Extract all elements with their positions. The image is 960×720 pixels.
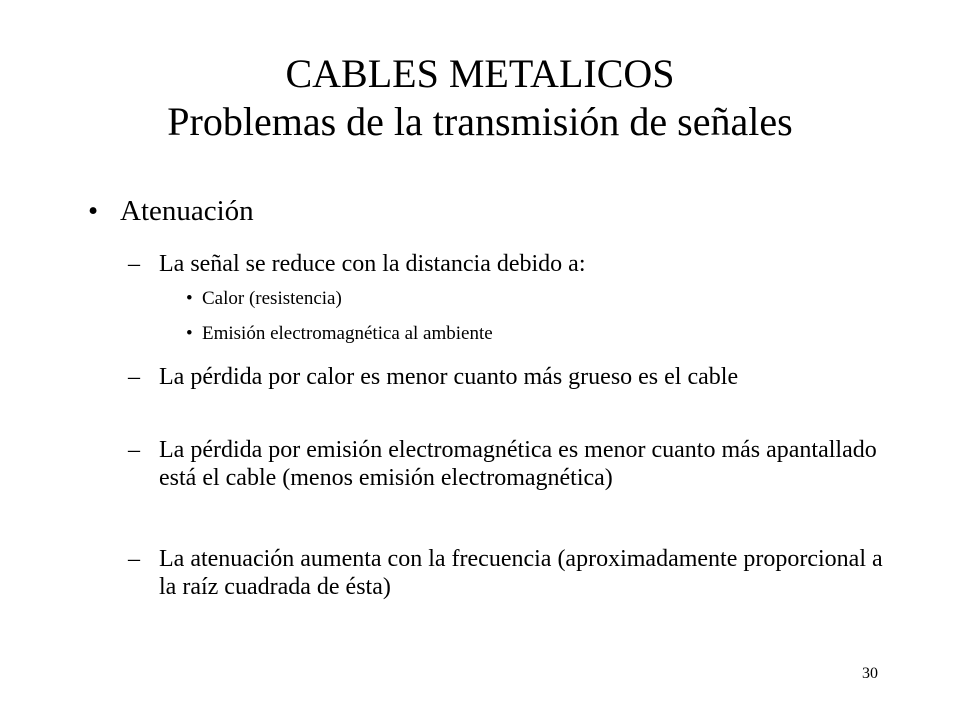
sub-item-text: La señal se reduce con la distancia debido a: [159,251,586,277]
title-line-subtitle: Problemas de la transmisión de señales [167,99,793,144]
bullet-marker: • [186,288,193,309]
sub-sub-item-text: Emisión electromagnética al ambiente [202,323,493,344]
sub-item-text: La pérdida por calor es menor cuanto más grueso es el cable [159,364,739,390]
sub-sub-item-emission [186,323,493,345]
sub-sub-item-heat [186,288,342,310]
sub-sub-item-text: Calor (resistencia) [202,288,342,309]
page-number: 30 [862,665,878,682]
slide-title [60,50,900,146]
sub-item-text: La atenuación aumenta con la frecuencia (aproximadamente proporcional a la raíz cuadrada de ésta) [159,546,883,600]
dash-marker: – [128,251,140,277]
sub-item-heat-loss [128,363,898,391]
bullet-marker: • [186,323,193,344]
bullet-heading-text: Atenuación [120,195,254,227]
dash-marker: – [128,364,140,390]
sub-item-distance [128,250,898,278]
sub-item-emission-loss [128,436,898,492]
title-line-main: CABLES METALICOS [285,51,675,96]
dash-marker: – [128,437,140,463]
bullet-marker: • [88,195,99,227]
sub-item-frequency [128,545,898,601]
sub-item-text: La pérdida por emisión electromagnética es menor cuanto más apantallado está el cable (menos emisión electromagnética) [159,437,877,491]
dash-marker: – [128,546,140,572]
